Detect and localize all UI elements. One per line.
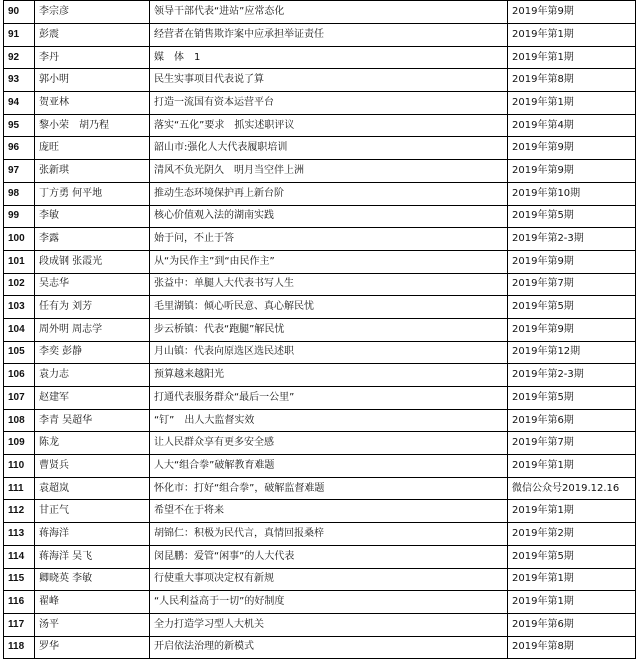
author-cell: 李奕 彭静 xyxy=(35,341,150,364)
issue-cell: 2019年第1期 xyxy=(508,92,636,115)
author-cell: 卿晓英 李敏 xyxy=(35,568,150,591)
title-cell: 毛里湖镇：倾心听民意、真心解民忧 xyxy=(150,296,508,319)
table-row xyxy=(4,228,636,251)
row-number: 91 xyxy=(4,24,35,47)
issue-cell: 2019年第5期 xyxy=(508,205,636,228)
table-row xyxy=(4,523,636,546)
author-cell: 任有为 刘芳 xyxy=(35,296,150,319)
author-cell: 李宗彦 xyxy=(35,1,150,24)
title-cell: 经营者在销售欺诈案中应承担举证责任 xyxy=(150,24,508,47)
table-row xyxy=(4,1,636,24)
article-index-table xyxy=(3,0,636,659)
row-number: 99 xyxy=(4,205,35,228)
title-cell: 人大“组合拳”破解教育难题 xyxy=(150,455,508,478)
title-cell: 让人民群众享有更多安全感 xyxy=(150,432,508,455)
issue-cell: 微信公众号2019.12.16 xyxy=(508,477,636,500)
author-cell: 郭小明 xyxy=(35,69,150,92)
row-number: 112 xyxy=(4,500,35,523)
issue-cell: 2019年第10期 xyxy=(508,182,636,205)
table-row xyxy=(4,318,636,341)
row-number: 100 xyxy=(4,228,35,251)
table-row xyxy=(4,205,636,228)
row-number: 97 xyxy=(4,160,35,183)
author-cell: 李丹 xyxy=(35,46,150,69)
issue-cell: 2019年第6期 xyxy=(508,613,636,636)
title-cell: 打通代表服务群众“最后一公里” xyxy=(150,387,508,410)
author-cell: 罗华 xyxy=(35,636,150,659)
issue-cell: 2019年第2期 xyxy=(508,523,636,546)
table-row xyxy=(4,92,636,115)
row-number: 95 xyxy=(4,114,35,137)
issue-cell: 2019年第2-3期 xyxy=(508,364,636,387)
issue-cell: 2019年第7期 xyxy=(508,273,636,296)
row-number: 118 xyxy=(4,636,35,659)
row-number: 115 xyxy=(4,568,35,591)
row-number: 108 xyxy=(4,409,35,432)
row-number: 103 xyxy=(4,296,35,319)
issue-cell: 2019年第5期 xyxy=(508,545,636,568)
title-cell: 闵昆鹏：爱管“闲事”的人大代表 xyxy=(150,545,508,568)
author-cell: 甘正气 xyxy=(35,500,150,523)
table-row xyxy=(4,455,636,478)
table-row xyxy=(4,500,636,523)
issue-cell: 2019年第9期 xyxy=(508,250,636,273)
row-number: 114 xyxy=(4,545,35,568)
row-number: 117 xyxy=(4,613,35,636)
issue-cell: 2019年第9期 xyxy=(508,160,636,183)
title-cell: 胡锦仁：积极为民代言，真情回报桑梓 xyxy=(150,523,508,546)
row-number: 106 xyxy=(4,364,35,387)
title-cell: 落实“五化”要求 抓实述职评议 xyxy=(150,114,508,137)
table-row xyxy=(4,137,636,160)
table-row xyxy=(4,364,636,387)
table-row xyxy=(4,477,636,500)
row-number: 93 xyxy=(4,69,35,92)
author-cell: 李露 xyxy=(35,228,150,251)
row-number: 113 xyxy=(4,523,35,546)
title-cell: 月山镇：代表向原选区选民述职 xyxy=(150,341,508,364)
title-cell: “人民利益高于一切”的好制度 xyxy=(150,591,508,614)
issue-cell: 2019年第1期 xyxy=(508,568,636,591)
row-number: 110 xyxy=(4,455,35,478)
author-cell: 张新琪 xyxy=(35,160,150,183)
title-cell: “钉” 出人大监督实效 xyxy=(150,409,508,432)
table-row xyxy=(4,182,636,205)
issue-cell: 2019年第1期 xyxy=(508,591,636,614)
table-row xyxy=(4,545,636,568)
author-cell: 赵建军 xyxy=(35,387,150,410)
author-cell: 袁力志 xyxy=(35,364,150,387)
author-cell: 庞旺 xyxy=(35,137,150,160)
title-cell: 韶山市:强化人大代表履职培训 xyxy=(150,137,508,160)
table-row xyxy=(4,160,636,183)
author-cell: 曹贤兵 xyxy=(35,455,150,478)
issue-cell: 2019年第9期 xyxy=(508,1,636,24)
title-cell: 核心价值观入法的湖南实践 xyxy=(150,205,508,228)
author-cell: 吴志华 xyxy=(35,273,150,296)
author-cell: 彭震 xyxy=(35,24,150,47)
author-cell: 陈龙 xyxy=(35,432,150,455)
author-cell: 丁方勇 何平地 xyxy=(35,182,150,205)
table-row xyxy=(4,387,636,410)
row-number: 101 xyxy=(4,250,35,273)
table-row xyxy=(4,409,636,432)
table-row xyxy=(4,273,636,296)
row-number: 90 xyxy=(4,1,35,24)
table-row xyxy=(4,296,636,319)
issue-cell: 2019年第7期 xyxy=(508,432,636,455)
title-cell: 行使重大事项决定权有新规 xyxy=(150,568,508,591)
table-row xyxy=(4,114,636,137)
title-cell: 从“为民作主”到“由民作主” xyxy=(150,250,508,273)
row-number: 102 xyxy=(4,273,35,296)
table-row xyxy=(4,613,636,636)
title-cell: 领导干部代表“进站”应常态化 xyxy=(150,1,508,24)
issue-cell: 2019年第8期 xyxy=(508,69,636,92)
title-cell: 清风不负光阴久 明月当空伴上洲 xyxy=(150,160,508,183)
title-cell: 步云桥镇：代表“跑腿”解民忧 xyxy=(150,318,508,341)
author-cell: 黎小荣 胡乃程 xyxy=(35,114,150,137)
title-cell: 全力打造学习型人大机关 xyxy=(150,613,508,636)
row-number: 98 xyxy=(4,182,35,205)
table-row xyxy=(4,568,636,591)
row-number: 109 xyxy=(4,432,35,455)
table-row xyxy=(4,591,636,614)
issue-cell: 2019年第1期 xyxy=(508,24,636,47)
row-number: 111 xyxy=(4,477,35,500)
title-cell: 预算越来越阳光 xyxy=(150,364,508,387)
issue-cell: 2019年第4期 xyxy=(508,114,636,137)
issue-cell: 2019年第12期 xyxy=(508,341,636,364)
title-cell: 推动生态环境保护再上新台阶 xyxy=(150,182,508,205)
title-cell: 媒 体 1 xyxy=(150,46,508,69)
table-row xyxy=(4,69,636,92)
issue-cell: 2019年第1期 xyxy=(508,455,636,478)
title-cell: 希望不在于将来 xyxy=(150,500,508,523)
table-body xyxy=(4,1,636,659)
title-cell: 张益中：单腿人大代表书写人生 xyxy=(150,273,508,296)
title-cell: 始于问，不止于答 xyxy=(150,228,508,251)
title-cell: 打造一流国有资本运营平台 xyxy=(150,92,508,115)
table-row xyxy=(4,432,636,455)
author-cell: 李青 吴超华 xyxy=(35,409,150,432)
author-cell: 汤平 xyxy=(35,613,150,636)
title-cell: 民生实事项目代表说了算 xyxy=(150,69,508,92)
row-number: 104 xyxy=(4,318,35,341)
issue-cell: 2019年第9期 xyxy=(508,318,636,341)
issue-cell: 2019年第2-3期 xyxy=(508,228,636,251)
row-number: 92 xyxy=(4,46,35,69)
issue-cell: 2019年第5期 xyxy=(508,296,636,319)
title-cell: 怀化市：打好“组合拳”，破解监督难题 xyxy=(150,477,508,500)
author-cell: 蒋海洋 xyxy=(35,523,150,546)
author-cell: 贺亚林 xyxy=(35,92,150,115)
row-number: 105 xyxy=(4,341,35,364)
issue-cell: 2019年第8期 xyxy=(508,636,636,659)
title-cell: 开启依法治理的新模式 xyxy=(150,636,508,659)
author-cell: 翟峰 xyxy=(35,591,150,614)
row-number: 96 xyxy=(4,137,35,160)
row-number: 94 xyxy=(4,92,35,115)
table-row xyxy=(4,636,636,659)
row-number: 107 xyxy=(4,387,35,410)
issue-cell: 2019年第9期 xyxy=(508,137,636,160)
author-cell: 袁超岚 xyxy=(35,477,150,500)
author-cell: 李敏 xyxy=(35,205,150,228)
author-cell: 周外明 周志学 xyxy=(35,318,150,341)
issue-cell: 2019年第1期 xyxy=(508,46,636,69)
table-row xyxy=(4,250,636,273)
issue-cell: 2019年第1期 xyxy=(508,500,636,523)
table-row xyxy=(4,24,636,47)
author-cell: 蒋海洋 吴飞 xyxy=(35,545,150,568)
author-cell: 段成钢 张霞光 xyxy=(35,250,150,273)
row-number: 116 xyxy=(4,591,35,614)
table-row xyxy=(4,46,636,69)
issue-cell: 2019年第5期 xyxy=(508,387,636,410)
issue-cell: 2019年第6期 xyxy=(508,409,636,432)
table-row xyxy=(4,341,636,364)
